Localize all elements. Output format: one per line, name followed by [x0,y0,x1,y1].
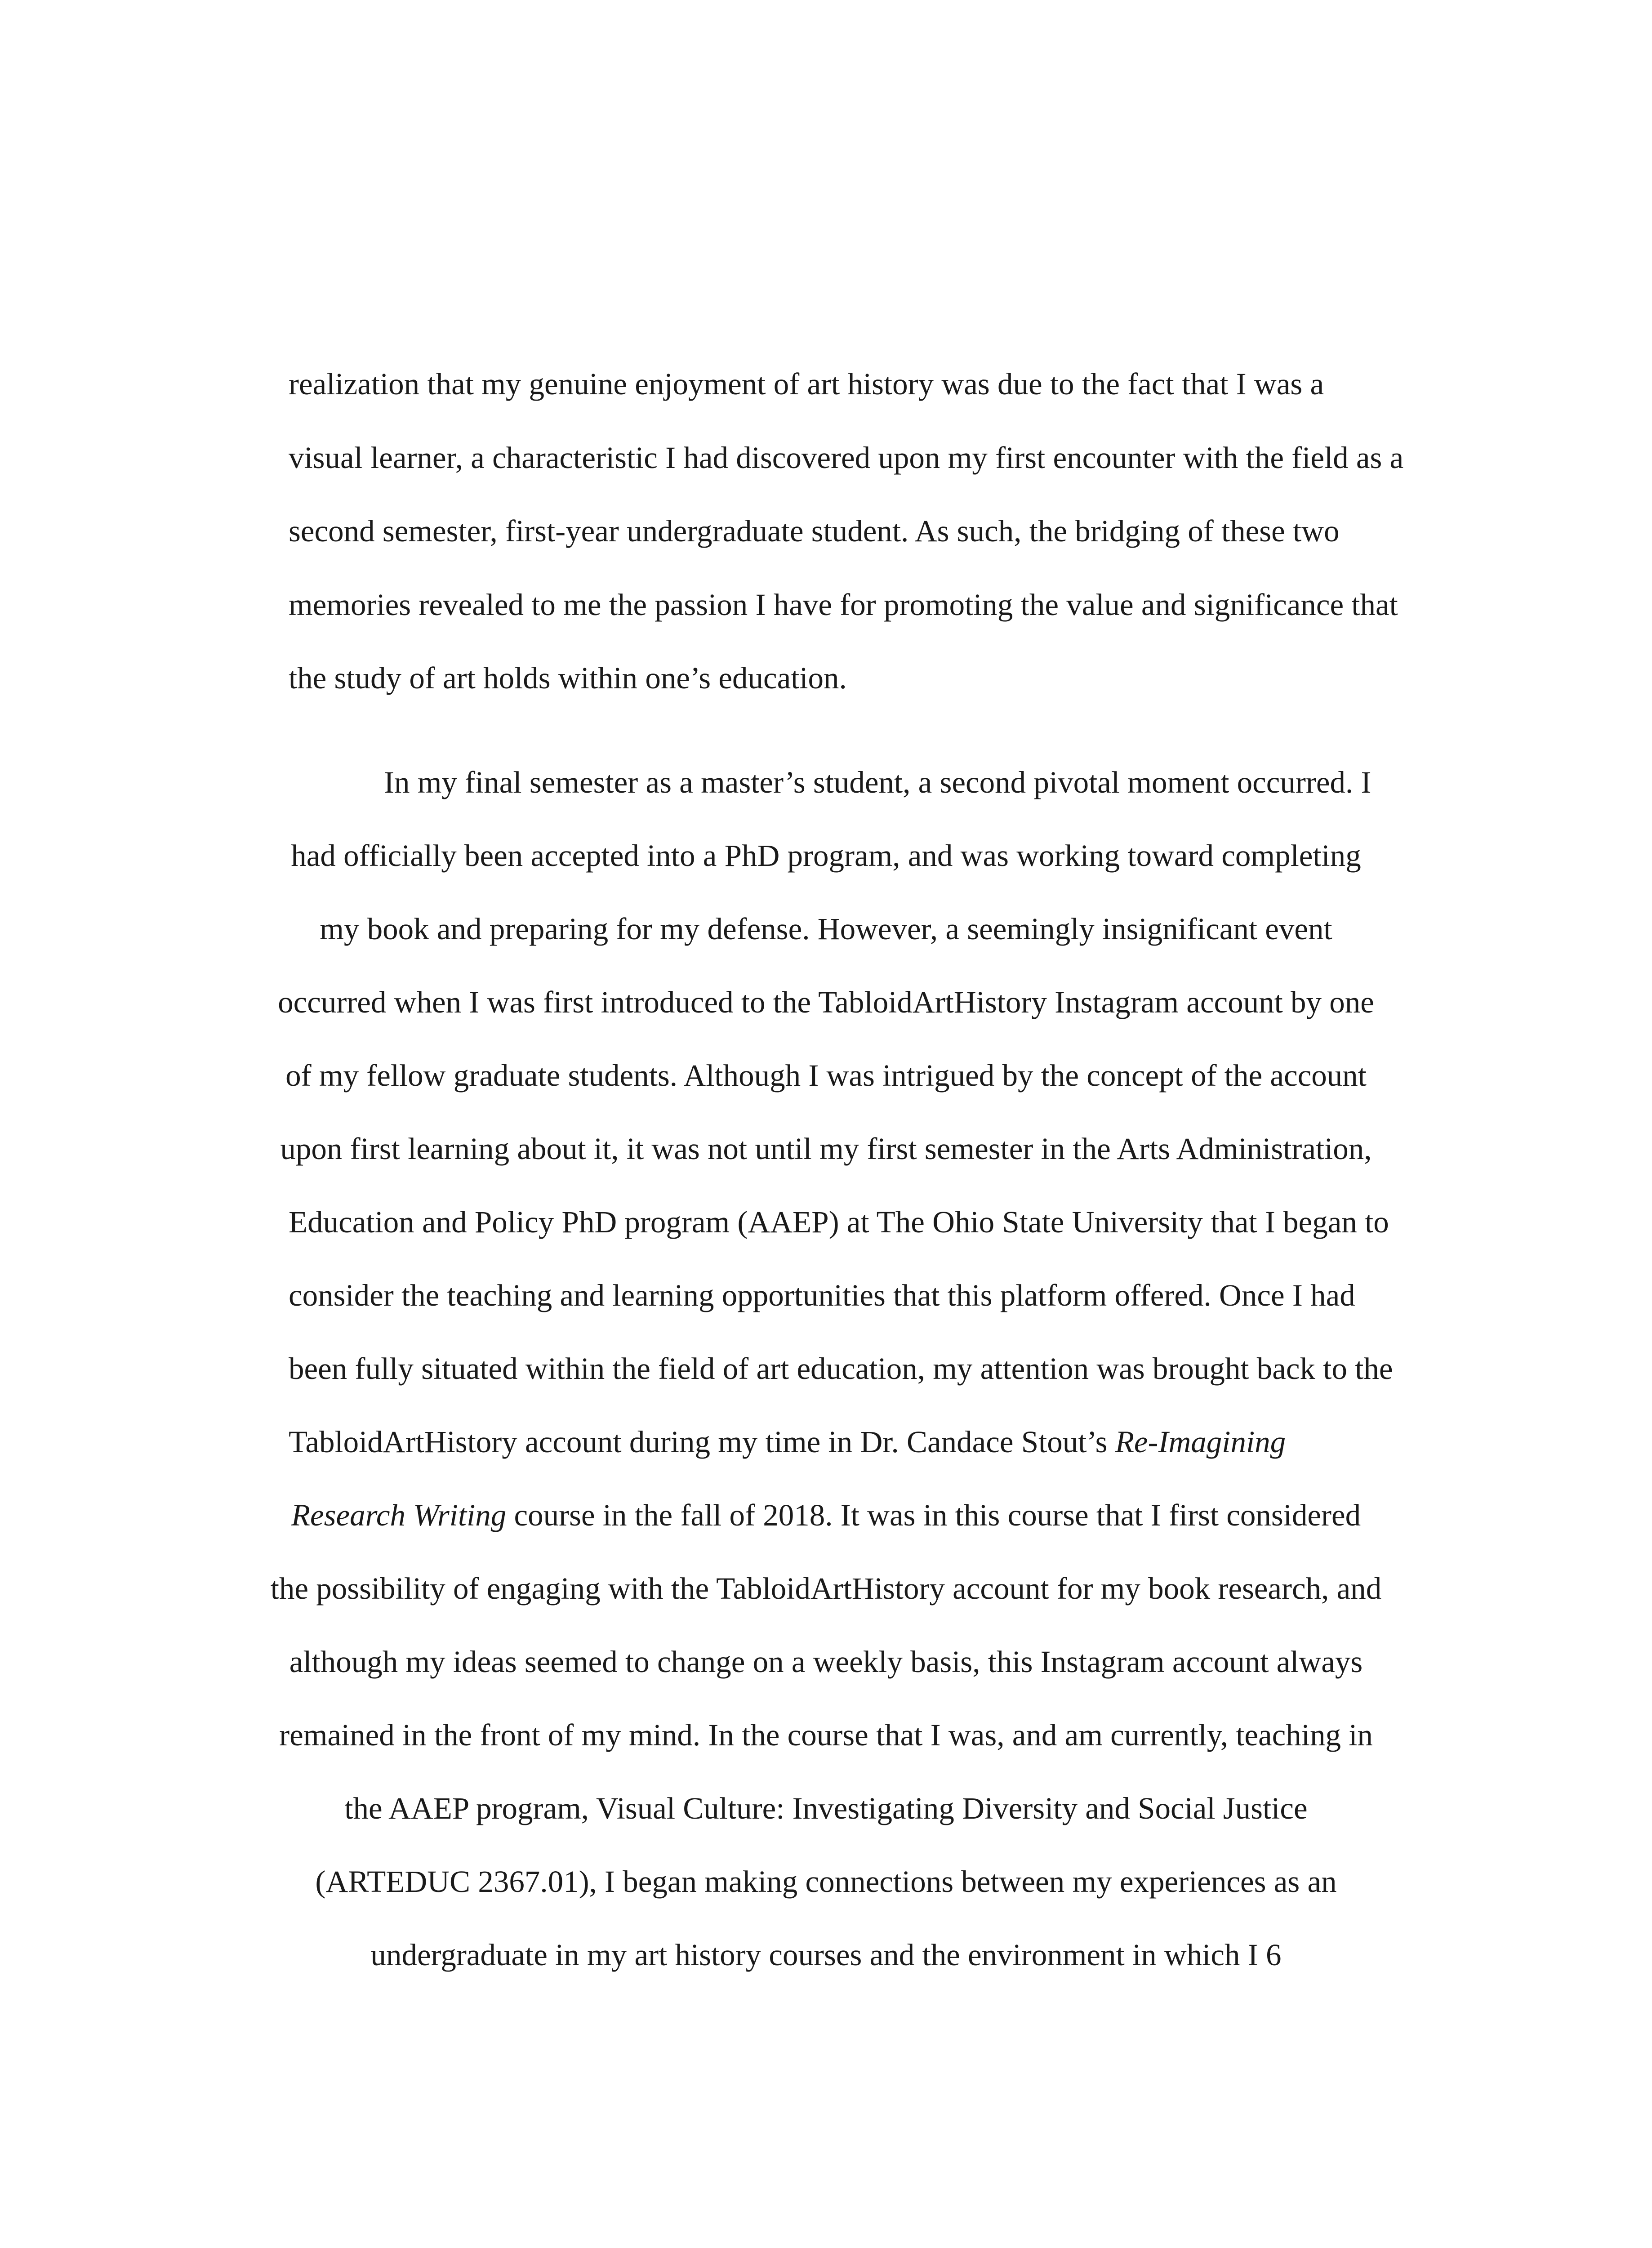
paragraph-2-line-3: my book and preparing for my defense. However, a seemingly insignificant event [320,912,1332,946]
paragraph-2-line-17: undergraduate in my art history courses and the environment in which I 6 [370,1938,1282,1972]
paragraph-2-line-7: Education and Policy PhD program (AAEP) at The Ohio State University that I began to [289,1205,1389,1239]
paragraph-2-line-4: occurred when I was first introduced to the TabloidArtHistory Instagram account by one [278,985,1374,1019]
course-title-italic-part-2: Research Writing [291,1498,507,1532]
paragraph-1-line-5: the study of art holds within one’s education. [289,661,847,695]
paragraph-2-line-11 [0,1500,1652,1531]
paragraph-2-line-15: the AAEP program, Visual Culture: Investigating Diversity and Social Justice [344,1791,1308,1825]
paragraph-2-line-10 [289,1427,1652,1458]
line-10-roman-text: TabloidArtHistory account during my time in Dr. Candace Stout’s [289,1425,1115,1459]
paragraph-2-line-5: of my fellow graduate students. Although I was intrigued by the concept of the account [285,1058,1367,1093]
paragraph-1-line-3: second semester, first-year undergraduate student. As such, the bridging of these two [289,514,1340,548]
paragraph-2-line-6: upon first learning about it, it was not until my first semester in the Arts Administration, [280,1132,1372,1166]
line-11-roman-text: course in the fall of 2018. It was in this course that I first considered [506,1498,1361,1532]
course-title-italic-part-1: Re-Imagining [1115,1425,1286,1459]
paragraph-2-line-14: remained in the front of my mind. In the course that I was, and am currently, teaching in [279,1718,1373,1752]
paragraph-2-line-13: although my ideas seemed to change on a weekly basis, this Instagram account always [289,1645,1363,1679]
paragraph-2-line-1: In my final semester as a master’s student, a second pivotal moment occurred. I [384,765,1371,799]
paragraph-2-line-2: had officially been accepted into a PhD program, and was working toward completing [291,839,1361,873]
paragraph-1-line-2: visual learner, a characteristic I had discovered upon my first encounter with the field as a [289,441,1404,475]
paragraph-1-line-1: realization that my genuine enjoyment of art history was due to the fact that I was a [289,367,1324,401]
paragraph-1-line-4: memories revealed to me the passion I have for promoting the value and significance that [289,588,1398,622]
paragraph-2-line-8: consider the teaching and learning opportunities that this platform offered. Once I had [289,1278,1355,1312]
paragraph-2-line-9: been fully situated within the field of art education, my attention was brought back to the [289,1351,1393,1386]
paragraph-2-line-16: (ARTEDUC 2367.01), I began making connections between my experiences as an [315,1864,1337,1899]
paragraph-2-line-12: the possibility of engaging with the TabloidArtHistory account for my book research, and [270,1571,1382,1606]
